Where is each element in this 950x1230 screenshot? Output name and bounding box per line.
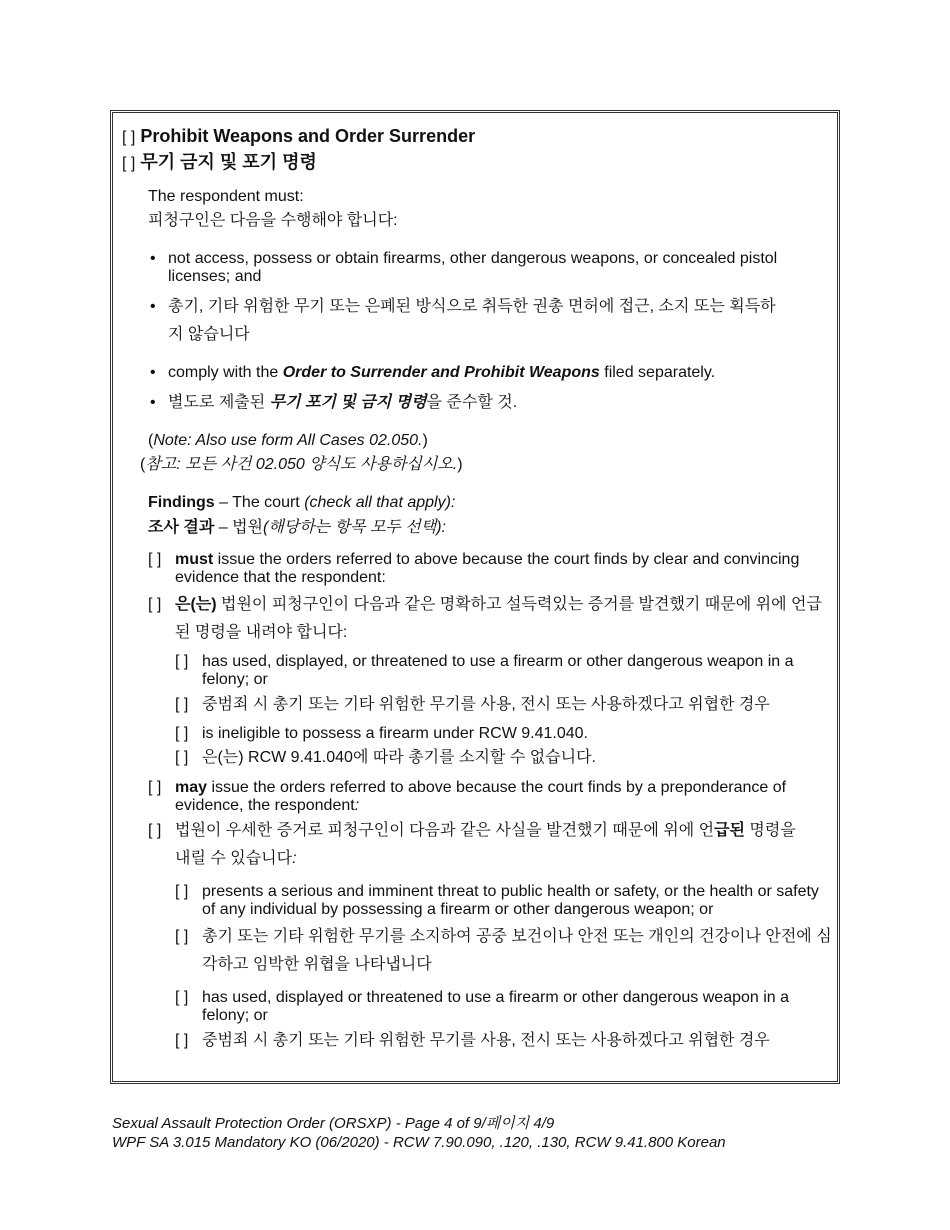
checkbox[interactable]: [ ] xyxy=(175,725,189,742)
findings-hint: (check all that apply): xyxy=(304,494,456,511)
checkbox[interactable]: [ ] xyxy=(148,596,162,613)
may-item xyxy=(175,1027,842,1055)
colon: : xyxy=(354,797,360,814)
finding-text: issue the orders referred to above because the court finds by a preponderance of evidence, the respondent xyxy=(175,779,787,814)
finding-text: 법원이 피청구인이 다음과 같은 명확하고 설득력있는 증거를 발견했기 때문에 위에 언급된 명령을 내려야 합니다: xyxy=(175,596,822,641)
may-label: may xyxy=(175,779,208,796)
findings-label: 조사 결과 xyxy=(148,519,215,536)
item-text: has used, displayed, or threatened to use a firearm or other dangerous weapon in a felony; or xyxy=(202,653,794,688)
finding-text-bold: 급된 xyxy=(714,822,745,839)
paren: ( xyxy=(140,456,146,473)
bullet-item xyxy=(150,250,818,286)
finding-text: 법원이 우세한 증거로 피청구인이 다음과 같은 사실을 발견했기 때문에 위에 언 xyxy=(175,822,715,839)
bullet-icon: • xyxy=(150,394,156,411)
finding-may-kr xyxy=(148,817,810,873)
bullet-icon: • xyxy=(150,250,156,267)
checkbox[interactable]: [ ] xyxy=(148,779,162,796)
must-item xyxy=(175,725,588,743)
section-checkbox-kr[interactable]: [ ] xyxy=(122,155,136,172)
findings-en xyxy=(148,494,455,512)
checkbox[interactable]: [ ] xyxy=(175,653,189,670)
checkbox[interactable]: [ ] xyxy=(175,749,189,766)
bullet-text: 을 준수할 것. xyxy=(426,394,518,411)
note-en xyxy=(148,432,428,450)
note-text: Note: Also use form All Cases 02.050. xyxy=(153,432,423,449)
must-item xyxy=(175,653,827,689)
finding-text: 명령을 내릴 수 있습니다 xyxy=(175,822,796,867)
may-item xyxy=(175,989,827,1025)
finding-must-kr xyxy=(148,591,825,647)
note-kr xyxy=(140,456,463,474)
checkbox[interactable]: [ ] xyxy=(175,883,189,900)
bullet-icon: • xyxy=(150,364,156,381)
footer-form-title: Sexual Assault Protection Order (ORSXP) - Page 4 of 9/페이지 4/9 xyxy=(112,1115,555,1132)
may-item xyxy=(175,883,822,919)
findings-label: Findings xyxy=(148,494,215,511)
bullet-icon: • xyxy=(150,298,156,315)
checkbox[interactable]: [ ] xyxy=(175,989,189,1006)
bullet-text: 별도로 제출된 xyxy=(168,394,270,411)
item-text: 은(는) RCW 9.41.040에 따라 총기를 소지할 수 없습니다. xyxy=(202,749,597,766)
bullet-text: not access, possess or obtain firearms, other dangerous weapons, or concealed pistol licenses; and xyxy=(168,250,778,285)
paren: ) xyxy=(457,456,463,473)
section-title-en xyxy=(122,123,475,151)
form-title: Order to Surrender and Prohibit Weapons xyxy=(282,364,600,381)
section-title-kr xyxy=(122,149,317,177)
bullet-item xyxy=(150,364,818,382)
must-item xyxy=(175,749,597,767)
finding-text: issue the orders referred to above because the court finds by clear and convincing evidence that the respondent: xyxy=(175,551,800,586)
colon: : xyxy=(292,850,297,867)
checkbox[interactable]: [ ] xyxy=(175,1032,189,1049)
paren: ( xyxy=(148,432,154,449)
bullet-text: 총기, 기타 위험한 무기 또는 은폐된 방식으로 취득한 권총 면허에 접근, 소지 또는 획득하지 않습니다 xyxy=(168,298,776,343)
bullet-item xyxy=(150,293,788,349)
item-text: 중범죄 시 총기 또는 기타 위험한 무기를 사용, 전시 또는 사용하겠다고 위협한 경우 xyxy=(202,1032,770,1049)
checkbox[interactable]: [ ] xyxy=(148,551,162,568)
item-text: is ineligible to possess a firearm under RCW 9.41.040. xyxy=(202,725,588,742)
findings-text: – The court xyxy=(214,494,305,511)
findings-text: – 법원 xyxy=(214,519,263,536)
note-text: 참고: 모든 사건 02.050 양식도 사용하십시오. xyxy=(145,456,458,473)
checkbox[interactable]: [ ] xyxy=(175,696,189,713)
must-label: 은(는) xyxy=(175,596,217,613)
item-text: presents a serious and imminent threat to public health or safety, or the health or safety of any individual by possessing a firearm or other dangerous weapon; or xyxy=(202,883,819,918)
bullet-item xyxy=(150,389,818,417)
title-text: Prohibit Weapons and Order Surrender xyxy=(140,126,476,146)
form-title: 무기 포기 및 금지 명령 xyxy=(269,394,427,411)
intro-kr: 피청구인은 다음을 수행해야 합니다: xyxy=(148,212,398,229)
section-checkbox[interactable]: [ ] xyxy=(122,129,136,146)
findings-hint: (해당하는 항목 모두 선택): xyxy=(262,519,446,536)
checkbox[interactable]: [ ] xyxy=(148,822,162,839)
finding-must-en xyxy=(148,551,805,587)
checkbox[interactable]: [ ] xyxy=(175,928,189,945)
item-text: has used, displayed or threatened to use a firearm or other dangerous weapon in a felony; or xyxy=(202,989,790,1024)
bullet-text: filed separately. xyxy=(599,364,716,381)
paren: ) xyxy=(422,432,428,449)
bullet-text: comply with the xyxy=(168,364,283,381)
finding-may-en xyxy=(148,779,820,815)
title-text-kr: 무기 금지 및 포기 명령 xyxy=(140,152,317,172)
intro-en: The respondent must: xyxy=(148,188,304,205)
footer-form-id: WPF SA 3.015 Mandatory KO (06/2020) - RCW 7.90.090, .120, .130, RCW 9.41.800 Korean xyxy=(112,1134,726,1151)
findings-kr xyxy=(148,519,446,537)
must-item xyxy=(175,691,842,719)
must-label: must xyxy=(175,551,214,568)
may-item xyxy=(175,923,832,979)
item-text: 중범죄 시 총기 또는 기타 위험한 무기를 사용, 전시 또는 사용하겠다고 위협한 경우 xyxy=(202,696,770,713)
item-text: 총기 또는 기타 위험한 무기를 소지하여 공중 보건이나 안전 또는 개인의 건강이나 안전에 심각하고 임박한 위협을 나타냅니다 xyxy=(202,928,832,973)
